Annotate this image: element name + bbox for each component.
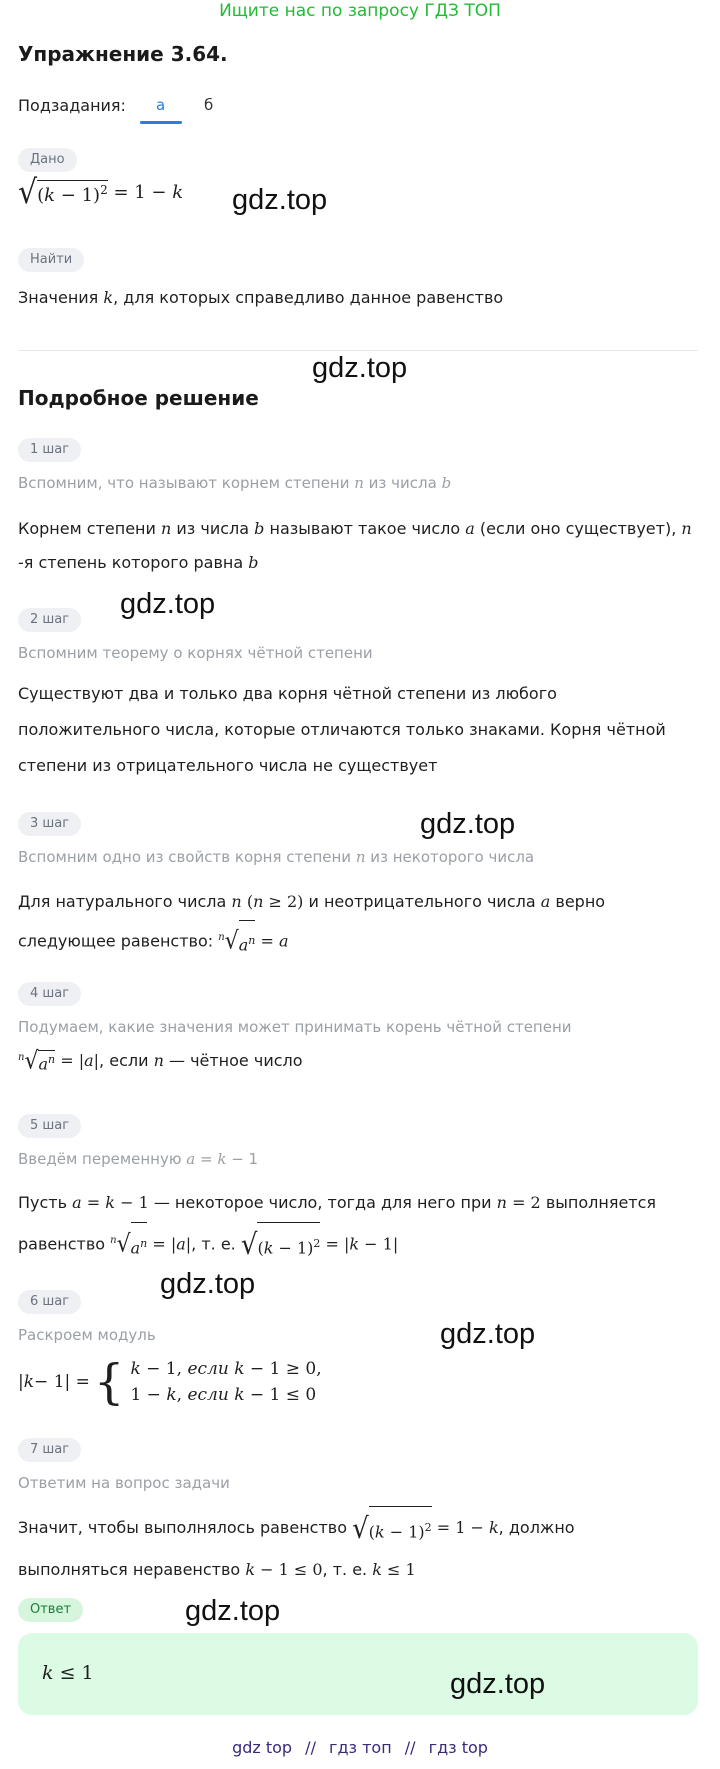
find-text: Значения k, для которых справедливо данное равенство (18, 288, 504, 307)
step-text: $^n√a^n = |a|$, если n — чётное число (18, 1047, 303, 1075)
tab-b[interactable]: б (204, 96, 214, 114)
step-hint: Вспомним одно из свойств корня степени n из некоторого числа (18, 848, 535, 866)
step-chip: 4 шаг (18, 982, 81, 1006)
step-text: Значит, чтобы выполнялось равенство $√(k - 1)^2 = 1 - k$, должно выполняться неравенство k − 1 ≤ 0, т. е. k ≤ 1 (18, 1506, 708, 1589)
footer-link[interactable]: гдз топ (329, 1738, 392, 1757)
find-chip: Найти (18, 248, 84, 272)
step-chip: 5 шаг (18, 1114, 81, 1138)
watermark: gdz.top (420, 808, 516, 840)
step-chip: 2 шаг (18, 608, 81, 632)
step-hint: Ответим на вопрос задачи (18, 1474, 230, 1492)
footer-separator: // (404, 1738, 416, 1757)
step-hint: Вспомним, что называют корнем степени n из числа b (18, 474, 452, 492)
step-hint: Вспомним теорему о корнях чётной степени (18, 644, 373, 662)
watermark: gdz.top (450, 1668, 546, 1700)
watermark: gdz.top (185, 1595, 281, 1627)
given-equation: $√(k - 1)^2 = 1 - k$ (18, 173, 184, 212)
step-text: | k − 1| = { k − 1, если k − 1 ≥ 0, 1 − k, если k − 1 ≤ 0 (18, 1354, 322, 1410)
search-banner: Ищите нас по запросу ГДЗ ТОП (219, 1, 501, 21)
step-chip: 1 шаг (18, 438, 81, 462)
watermark: gdz.top (120, 588, 216, 620)
footer-links (0, 1738, 720, 1757)
step-chip: 6 шаг (18, 1290, 81, 1314)
step-hint: Подумаем, какие значения может принимать корень чётной степени (18, 1018, 572, 1036)
answer-box (18, 1633, 698, 1715)
watermark: gdz.top (312, 352, 408, 384)
watermark: gdz.top (232, 184, 328, 216)
active-tab-indicator (140, 121, 182, 124)
step-text: Корнем степени n из числа b называют такое число a (если оно существует), n -я степень которого равна b (18, 519, 692, 572)
answer-chip: Ответ (18, 1598, 83, 1622)
footer-separator: // (305, 1738, 316, 1757)
step-text: Существуют два и только два корня чётной степени из любого положительного числа, которые отличаются только знаками. Корня чётной степени из отрицательного числа не существует (18, 684, 666, 775)
step-hint: Раскроем модуль (18, 1326, 156, 1344)
tab-a[interactable]: а (156, 96, 166, 114)
step-chip: 3 шаг (18, 812, 81, 836)
footer-link[interactable]: gdz top (232, 1738, 293, 1757)
step-text: Для натурального числа n (n ≥ 2) и неотрицательного числа a верно следующее равенство: $^n√a^n = a$ (18, 884, 698, 963)
watermark: gdz.top (440, 1318, 536, 1350)
step-chip: 7 шаг (18, 1438, 81, 1462)
watermark: gdz.top (160, 1268, 256, 1300)
solution-title: Подробное решение (18, 386, 259, 410)
footer-link[interactable]: гдз top (428, 1738, 488, 1757)
answer-value: k ≤ 1 (42, 1662, 94, 1684)
given-chip: Дано (18, 148, 77, 172)
exercise-title: Упражнение 3.64. (18, 42, 228, 66)
step-text: Пусть a = k − 1 — некоторое число, тогда для него при n = 2 выполняется равенство $^n√a^n = |a|$, т. е. $√(k - 1)^2 = |k - 1|$ (18, 1184, 708, 1267)
section-divider (18, 350, 698, 351)
subtasks-label: Подзадания: (18, 96, 126, 115)
step-hint: Введём переменную a = k − 1 (18, 1150, 259, 1168)
